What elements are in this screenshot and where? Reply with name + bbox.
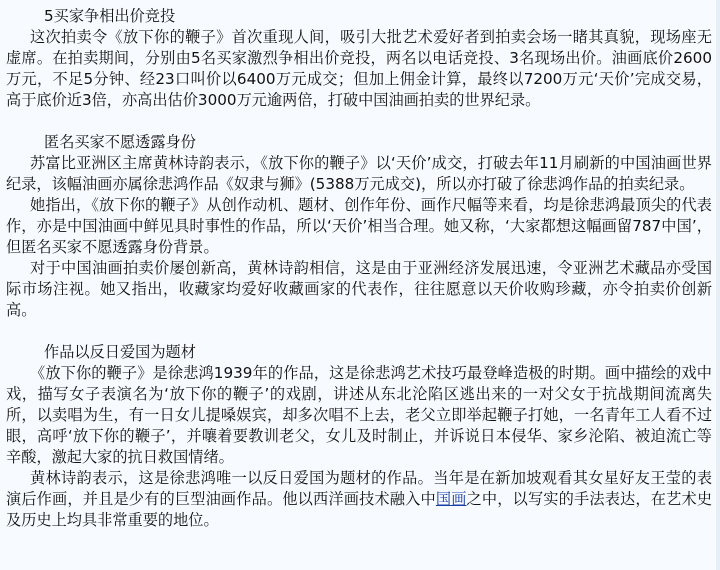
section-heading: 作品以反日爱国为题材: [44, 343, 196, 361]
section-heading: 5买家争相出价竞投: [44, 7, 176, 25]
section-gap: [6, 111, 712, 132]
paragraph: 《放下你的鞭子》是徐悲鸿1939年的作品，这是徐悲鸿艺术技巧最登峰造极的时期。画中描绘的戏中戏，描写女子表演名为‘放下你的鞭子’的戏剧，讲述从东北沦陷区逃出来的一对父女于抗战期间流离失所，以卖唱为生，有一日女儿提嗓娱宾，却多次唱不上去，老父立即举起鞭子打她，一名青年工人看不过眼，高呼‘放下你的鞭子’，并嚷着要教训老父，女儿及时制止，并诉说日本侵华、家乡沦陷、被迫流亡等辛酸，激起大家的抗日救国情绪。: [6, 364, 712, 466]
section-gap: [6, 321, 712, 342]
paragraph: 苏富比亚洲区主席黄林诗韵表示，《放下你的鞭子》以‘天价’成交，打破去年11月刷新的中国油画世界纪录，该幅油画亦属徐悲鸿作品《奴隶与狮》(5388万元成交)，所以亦打破了徐悲鸿作品的拍卖纪录。: [6, 154, 712, 193]
section-heading: 匿名买家不愿透露身份: [44, 133, 196, 151]
guohua-link[interactable]: 国画: [435, 490, 467, 508]
paragraph-text: 之中，以写实的手法表达，在艺术史及历史上均具非常重要的地位。: [6, 490, 713, 529]
scrollbar[interactable]: [716, 0, 720, 570]
article-body: [6, 6, 712, 531]
paragraph: 她指出，《放下你的鞭子》从创作动机、题材、创作年份、画作尺幅等来看，均是徐悲鸿最顶尖的代表作，亦是中国油画中鲜见具时事性的作品，所以‘天价’相当合理。她又称，‘大家都想这幅画留787中国’，但匿名买家不愿透露身份背景。: [6, 196, 712, 256]
paragraph: 对于中国油画拍卖价屡创新高，黄林诗韵相信，这是由于亚洲经济发展迅速，令亚洲艺术藏品亦受国际市场注视。她又指出，收藏家均爱好收藏画家的代表作，往往愿意以天价收购珍藏，亦令拍卖价创新高。: [6, 259, 712, 319]
paragraph-text: 黄林诗韵表示，这是徐悲鸿唯一以反日爱国为题材的作品。当年是在新加坡观看其女星好友王莹的表演后作画，并且是少有的巨型油画作品。他以西洋画技术融入中: [6, 469, 712, 508]
paragraph: 这次拍卖令《放下你的鞭子》首次重现人间，吸引大批艺术爱好者到拍卖会场一睹其真貌，现场座无虚席。在拍卖期间，分别由5名买家激烈争相出价竞投，两名以电话竞投、3名现场出价。油画底价2600万元，不足5分钟、经23口叫价以6400万元成交；但加上佣金计算，最终以7200万元‘天价’完成交易，高于底价近3倍，亦高出估价3000万元逾两倍，打破中国油画拍卖的世界纪录。: [6, 28, 712, 109]
paragraph: [6, 468, 712, 531]
